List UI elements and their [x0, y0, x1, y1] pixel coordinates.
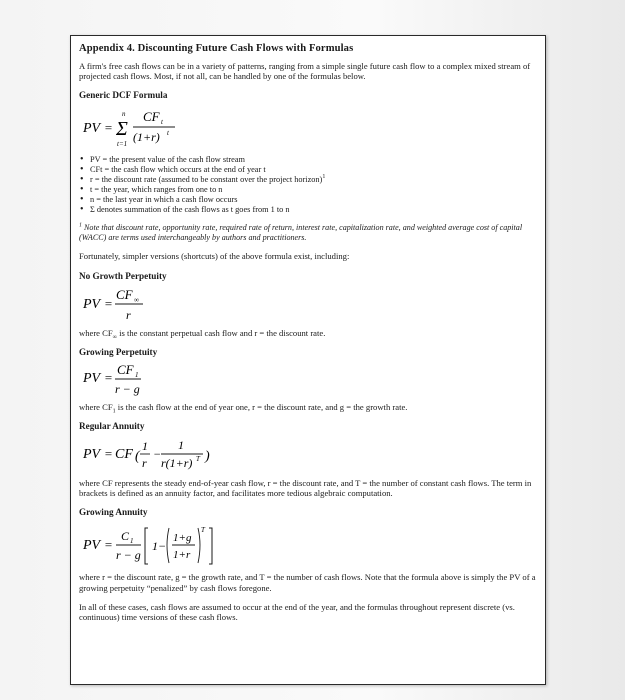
svg-text:=: =	[104, 537, 113, 553]
growing-perpetuity-description: where $CF_1$ is the cash flow at the end of year one, r = the discount rate, and g = the growth rate.	[79, 401, 408, 415]
no-growth-formula	[81, 286, 539, 324]
svg-text:(1+r): (1+r)	[133, 130, 160, 145]
svg-text:PV: PV	[83, 447, 101, 463]
list-item: • CFt = the cash flow which occurs at the end of year t	[79, 165, 539, 175]
svg-text:1: 1	[142, 439, 148, 454]
svg-text:1+g: 1+g	[173, 532, 192, 545]
svg-text:CF: CF	[117, 361, 134, 377]
svg-text:C: C	[121, 529, 130, 544]
svg-text:r − g: r − g	[115, 381, 140, 396]
growing-perpetuity-formula	[81, 362, 539, 398]
growing-annuity-formula	[81, 522, 539, 568]
svg-text:1: 1	[178, 438, 184, 453]
svg-text:PV: PV	[83, 296, 101, 312]
svg-text:r: r	[142, 456, 147, 471]
svg-text:−: −	[153, 447, 162, 462]
svg-text:=: =	[104, 446, 113, 462]
svg-text:=: =	[104, 120, 113, 136]
svg-text:1: 1	[135, 370, 139, 379]
svg-text:t=1: t=1	[117, 140, 128, 149]
svg-text:PV: PV	[83, 121, 101, 137]
list-item: • t = the year, which ranges from one to n	[79, 185, 539, 195]
svg-text:r − g: r − g	[116, 548, 141, 563]
generic-dcf-heading: Generic DCF Formula	[79, 90, 168, 101]
growing-annuity-heading: Growing Annuity	[79, 507, 148, 518]
list-item: • PV = the present value of the cash flow stream	[79, 155, 539, 165]
svg-text:1: 1	[130, 537, 134, 546]
svg-text:Σ: Σ	[116, 118, 128, 141]
shortcut-intro: Fortunately, simpler versions (shortcuts) of the above formula exist, including:	[79, 251, 350, 262]
svg-text:PV: PV	[83, 370, 101, 386]
svg-text:=: =	[104, 295, 113, 311]
document-page	[70, 35, 546, 685]
svg-text:r(1+r): r(1+r)	[161, 456, 193, 471]
intro-paragraph: A firm's free cash flows can be in a variety of patterns, ranging from a simple single future cash flow to a complex mixed stream of projected cash flows. Most, if not all, can be handled by one of the formulas below.	[79, 61, 531, 82]
growing-annuity-description: where r = the discount rate, g = the growth rate, and T = the number of cash flows. Note that the formula above is simply the PV of a growing perpetuity “penalized” by cash flows foregone.	[79, 572, 536, 593]
svg-text:t: t	[167, 129, 169, 138]
svg-text:r: r	[126, 307, 131, 322]
regular-annuity-formula	[81, 436, 539, 474]
svg-text:∞: ∞	[134, 295, 139, 304]
page-title: Appendix 4. Discounting Future Cash Flows with Formulas	[79, 43, 354, 54]
svg-text:T: T	[196, 455, 200, 464]
list-item: • n = the last year in which a cash flow occurs	[79, 195, 539, 205]
svg-text:CF: CF	[143, 109, 160, 125]
regular-annuity-heading: Regular Annuity	[79, 421, 145, 432]
list-item: • Σ denotes summation of the cash flows as t goes from 1 to n	[79, 205, 539, 215]
list-item: • r = the discount rate (assumed to be constant over the project horizon)$^1$	[79, 175, 539, 185]
svg-text:1−: 1−	[152, 539, 167, 554]
svg-text:T: T	[201, 526, 205, 535]
svg-text:n: n	[122, 110, 126, 119]
footnote: $^1$ Note that discount rate, opportunity rate, required rate of return, interest rate, capitalization rate, and weighted average cost of capital (WACC) are terms used interchangeably by authors and practitioners.	[79, 222, 523, 243]
svg-text:1+r: 1+r	[173, 549, 191, 562]
generic-definitions-list	[79, 155, 539, 215]
svg-text:CF: CF	[115, 447, 133, 463]
document-content	[79, 43, 539, 628]
svg-text:CF: CF	[116, 286, 133, 302]
closing-paragraph: In all of these cases, cash flows are assumed to occur at the end of the year, and the formulas throughout represent discrete (vs. continuous) time versions of these cash flows.	[79, 601, 515, 623]
regular-annuity-description: where CF represents the steady end-of-year cash flow, r = the discount rate, and T = the number of constant cash flows. The term in brackets is defined as an annuity factor, and facilitates more tedious algebraic computation.	[79, 478, 532, 499]
no-growth-description: where $CF_\infty$ is the constant perpetual cash flow and r = the discount rate.	[79, 327, 326, 341]
svg-text:(: (	[135, 449, 140, 465]
no-growth-heading: No Growth Perpetuity	[79, 270, 167, 281]
growing-perpetuity-heading: Growing Perpetuity	[79, 346, 158, 357]
generic-dcf-formula	[81, 105, 539, 151]
svg-text:PV: PV	[83, 538, 101, 554]
footnote-marker: 1	[322, 174, 326, 181]
svg-text:t: t	[161, 118, 163, 127]
svg-text:): )	[205, 449, 210, 465]
svg-text:=: =	[104, 369, 113, 385]
